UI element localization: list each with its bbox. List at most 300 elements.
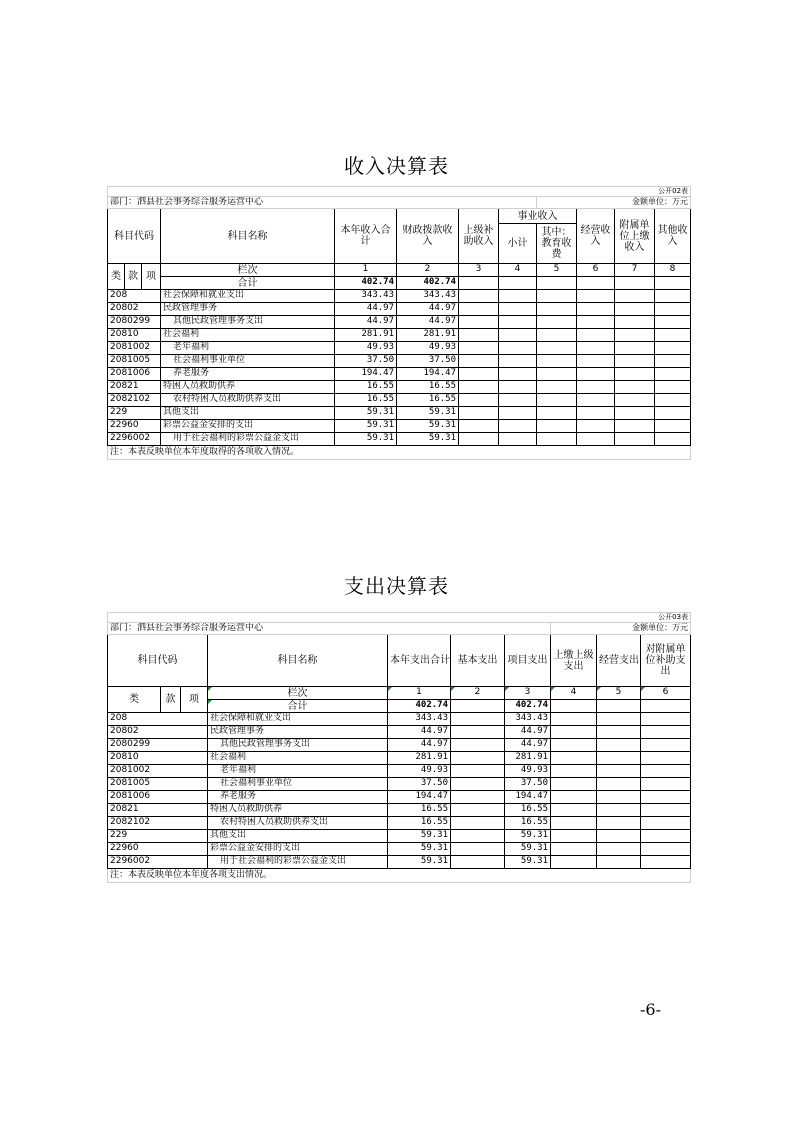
row-name: 用于社会福利的彩票公益金支出 [208, 856, 388, 869]
expense-hdr-lanci: 栏次 [208, 687, 388, 700]
row-empty [499, 407, 537, 420]
row-value: 44.97 [505, 739, 551, 752]
row-value: 37.50 [388, 778, 451, 791]
row-name: 特困人员救助供养 [161, 381, 335, 394]
row-empty [537, 433, 577, 446]
row-empty [459, 394, 499, 407]
row-empty [615, 316, 655, 329]
income-unit: 金额单位：万元 [537, 197, 691, 209]
row-empty [551, 778, 597, 791]
table-row [108, 856, 691, 869]
row-value: 59.31 [335, 407, 397, 420]
row-empty [451, 765, 505, 778]
income-hdr-xiang: 项 [142, 264, 161, 290]
row-value: 49.93 [388, 765, 451, 778]
income-table [107, 186, 691, 460]
row-value: 281.91 [335, 329, 397, 342]
income-colnum: 4 [499, 264, 537, 277]
row-empty [615, 433, 655, 446]
row-empty [551, 726, 597, 739]
row-empty [597, 830, 641, 843]
expense-total-1: 402.74 [388, 700, 451, 713]
row-empty [615, 420, 655, 433]
row-value: 59.31 [505, 830, 551, 843]
row-name: 农村特困人员救助供养支出 [161, 394, 335, 407]
row-value: 59.31 [397, 433, 459, 446]
table-row [108, 355, 691, 368]
row-empty [499, 394, 537, 407]
income-colnum: 8 [655, 264, 691, 277]
row-empty [451, 804, 505, 817]
expense-hdr-heji: 合计 [208, 700, 388, 713]
table-row [108, 420, 691, 433]
page-number: -6- [640, 1000, 661, 1019]
row-empty [597, 726, 641, 739]
row-value: 281.91 [505, 752, 551, 765]
row-value: 49.93 [335, 342, 397, 355]
row-empty [641, 830, 691, 843]
row-value: 16.55 [388, 804, 451, 817]
row-empty [451, 713, 505, 726]
income-dept: 部门：泗县社会事务综合服务运营中心 [108, 197, 537, 209]
row-value: 59.31 [388, 830, 451, 843]
row-empty [577, 329, 615, 342]
row-value: 59.31 [505, 856, 551, 869]
row-empty [597, 713, 641, 726]
row-name: 特困人员救助供养 [208, 804, 388, 817]
row-name: 民政管理事务 [161, 303, 335, 316]
row-empty [641, 791, 691, 804]
row-name: 用于社会福利的彩票公益金支出 [161, 433, 335, 446]
row-empty [451, 726, 505, 739]
row-value: 194.47 [397, 368, 459, 381]
row-empty [459, 381, 499, 394]
row-name: 民政管理事务 [208, 726, 388, 739]
expense-unit: 金额单位：万元 [551, 623, 691, 635]
table-row [108, 303, 691, 316]
row-code: 2080299 [108, 739, 208, 752]
table-row [108, 752, 691, 765]
row-empty [459, 433, 499, 446]
row-name: 其他民政管理事务支出 [161, 316, 335, 329]
expense-title: 支出决算表 [344, 574, 449, 598]
row-value: 343.43 [505, 713, 551, 726]
row-empty [615, 368, 655, 381]
row-empty [551, 843, 597, 856]
row-empty [551, 752, 597, 765]
row-empty [655, 290, 691, 303]
row-empty [459, 329, 499, 342]
row-value: 194.47 [388, 791, 451, 804]
row-empty [577, 407, 615, 420]
row-value: 49.93 [505, 765, 551, 778]
row-value: 281.91 [388, 752, 451, 765]
row-empty [459, 368, 499, 381]
expense-hdr-basic: 基本支出 [451, 635, 505, 687]
row-code: 2296002 [108, 433, 161, 446]
row-empty [499, 420, 537, 433]
row-name: 社会福利 [208, 752, 388, 765]
row-code: 2296002 [108, 856, 208, 869]
row-value: 16.55 [388, 817, 451, 830]
row-name: 社会福利 [161, 329, 335, 342]
income-hdr-career: 事业收入 [499, 209, 577, 224]
row-empty [499, 355, 537, 368]
table-row [108, 368, 691, 381]
row-empty [499, 329, 537, 342]
income-hdr-code: 科目代码 [108, 209, 161, 264]
row-value: 343.43 [335, 290, 397, 303]
row-code: 22960 [108, 420, 161, 433]
income-hdr-edu: 其中：教育收费 [537, 224, 577, 264]
row-code: 2081005 [108, 355, 161, 368]
row-code: 2081006 [108, 368, 161, 381]
row-code: 20802 [108, 303, 161, 316]
row-empty [577, 355, 615, 368]
row-empty [551, 856, 597, 869]
income-colnum: 3 [459, 264, 499, 277]
row-empty [459, 355, 499, 368]
row-name: 其他民政管理事务支出 [208, 739, 388, 752]
row-empty [577, 316, 615, 329]
row-empty [577, 420, 615, 433]
row-code: 20810 [108, 329, 161, 342]
expense-hdr-affiliated: 对附属单位补助支出 [641, 635, 691, 687]
table-row [108, 830, 691, 843]
row-empty [451, 856, 505, 869]
row-value: 16.55 [397, 381, 459, 394]
income-colnum: 6 [577, 264, 615, 277]
row-name: 社会保障和就业支出 [161, 290, 335, 303]
expense-hdr-kuan: 款 [161, 687, 181, 713]
income-hdr-affiliated: 附属单位上缴收入 [615, 209, 655, 264]
row-empty [537, 394, 577, 407]
row-empty [577, 290, 615, 303]
row-empty [641, 804, 691, 817]
expense-colnum: 5 [597, 687, 641, 700]
row-code: 22960 [108, 843, 208, 856]
income-title: 收入决算表 [344, 154, 449, 178]
row-empty [641, 726, 691, 739]
row-empty [551, 791, 597, 804]
row-name: 其他支出 [161, 407, 335, 420]
expense-colnum: 2 [451, 687, 505, 700]
row-value: 44.97 [335, 303, 397, 316]
income-hdr-kuan: 款 [125, 264, 142, 290]
row-value: 44.97 [335, 316, 397, 329]
row-value: 281.91 [397, 329, 459, 342]
row-empty [459, 290, 499, 303]
income-hdr-total: 本年收入合计 [335, 209, 397, 264]
income-total-1: 402.74 [335, 277, 397, 290]
row-empty [577, 368, 615, 381]
income-note: 注：本表反映单位本年度取得的各项收入情况。 [108, 446, 691, 460]
expense-dept: 部门：泗县社会事务综合服务运营中心 [108, 623, 551, 635]
row-name: 其他支出 [208, 830, 388, 843]
row-code: 2082102 [108, 394, 161, 407]
row-code: 2081002 [108, 765, 208, 778]
table-row [108, 817, 691, 830]
table-row [108, 765, 691, 778]
income-hdr-operating: 经营收入 [577, 209, 615, 264]
row-empty [551, 830, 597, 843]
row-empty [615, 381, 655, 394]
row-empty [597, 778, 641, 791]
row-name: 社会福利事业单位 [161, 355, 335, 368]
income-hdr-other: 其他收入 [655, 209, 691, 264]
row-code: 2081006 [108, 791, 208, 804]
row-value: 59.31 [397, 420, 459, 433]
row-empty [615, 407, 655, 420]
row-value: 44.97 [397, 303, 459, 316]
row-empty [577, 381, 615, 394]
row-name: 农村特困人员救助供养支出 [208, 817, 388, 830]
row-empty [451, 830, 505, 843]
row-value: 59.31 [397, 407, 459, 420]
row-value: 194.47 [505, 791, 551, 804]
row-empty [537, 368, 577, 381]
row-empty [641, 765, 691, 778]
table-row [108, 726, 691, 739]
row-empty [655, 355, 691, 368]
row-name: 养老服务 [161, 368, 335, 381]
row-empty [655, 329, 691, 342]
row-empty [499, 381, 537, 394]
row-empty [451, 817, 505, 830]
expense-colnum: 1 [388, 687, 451, 700]
row-empty [641, 817, 691, 830]
row-empty [655, 407, 691, 420]
row-empty [537, 316, 577, 329]
table-row [108, 407, 691, 420]
table-row [108, 804, 691, 817]
row-empty [615, 394, 655, 407]
row-empty [655, 394, 691, 407]
row-empty [459, 342, 499, 355]
income-colnum: 5 [537, 264, 577, 277]
row-empty [499, 303, 537, 316]
row-empty [577, 303, 615, 316]
row-empty [459, 316, 499, 329]
row-code: 2081005 [108, 778, 208, 791]
row-empty [577, 342, 615, 355]
row-value: 37.50 [397, 355, 459, 368]
row-empty [655, 316, 691, 329]
row-empty [615, 355, 655, 368]
row-value: 16.55 [505, 817, 551, 830]
income-hdr-upper: 上级补助收入 [459, 209, 499, 264]
row-empty [551, 817, 597, 830]
income-hdr-subtotal: 小计 [499, 224, 537, 264]
row-empty [537, 381, 577, 394]
income-colnum: 2 [397, 264, 459, 277]
row-empty [615, 303, 655, 316]
table-row [108, 394, 691, 407]
expense-hdr-project: 项目支出 [505, 635, 551, 687]
expense-note: 注：本表反映单位本年度各项支出情况。 [108, 869, 691, 883]
expense-table [107, 612, 691, 883]
row-code: 229 [108, 407, 161, 420]
row-empty [451, 752, 505, 765]
row-code: 2081002 [108, 342, 161, 355]
row-value: 49.93 [397, 342, 459, 355]
expense-colnum: 3 [505, 687, 551, 700]
row-name: 养老服务 [208, 791, 388, 804]
row-empty [597, 765, 641, 778]
row-empty [655, 433, 691, 446]
row-value: 16.55 [335, 381, 397, 394]
expense-hdr-xiang: 项 [181, 687, 208, 713]
expense-colnum: 4 [551, 687, 597, 700]
row-value: 59.31 [335, 420, 397, 433]
row-empty [537, 407, 577, 420]
row-empty [451, 739, 505, 752]
row-empty [655, 342, 691, 355]
row-empty [499, 290, 537, 303]
row-empty [551, 739, 597, 752]
row-value: 44.97 [388, 739, 451, 752]
row-code: 208 [108, 290, 161, 303]
row-empty [597, 817, 641, 830]
income-hdr-heji: 合计 [161, 277, 335, 290]
row-value: 37.50 [505, 778, 551, 791]
row-empty [551, 713, 597, 726]
row-empty [597, 843, 641, 856]
row-value: 59.31 [388, 856, 451, 869]
expense-hdr-upper: 上缴上级支出 [551, 635, 597, 687]
row-name: 老年福利 [208, 765, 388, 778]
row-empty [537, 290, 577, 303]
income-hdr-lanci: 栏次 [161, 264, 335, 277]
expense-colnum: 6 [641, 687, 691, 700]
table-row [108, 316, 691, 329]
row-code: 20810 [108, 752, 208, 765]
row-value: 59.31 [505, 843, 551, 856]
expense-hdr-name: 科目名称 [208, 635, 388, 687]
row-empty [597, 791, 641, 804]
row-empty [451, 791, 505, 804]
expense-hdr-total: 本年支出合计 [388, 635, 451, 687]
row-empty [655, 368, 691, 381]
row-value: 59.31 [388, 843, 451, 856]
income-form-no: 公开02表 [108, 187, 691, 197]
row-empty [641, 856, 691, 869]
row-empty [537, 342, 577, 355]
table-row [108, 290, 691, 303]
expense-hdr-code: 科目代码 [108, 635, 208, 687]
row-empty [499, 433, 537, 446]
table-row [108, 381, 691, 394]
table-row [108, 342, 691, 355]
row-name: 彩票公益金安排的支出 [161, 420, 335, 433]
row-name: 社会福利事业单位 [208, 778, 388, 791]
row-empty [641, 778, 691, 791]
row-empty [499, 368, 537, 381]
income-hdr-name: 科目名称 [161, 209, 335, 264]
row-empty [459, 407, 499, 420]
row-code: 2082102 [108, 817, 208, 830]
expense-total-3: 402.74 [505, 700, 551, 713]
row-empty [597, 804, 641, 817]
row-value: 16.55 [335, 394, 397, 407]
row-empty [597, 856, 641, 869]
row-empty [655, 420, 691, 433]
row-code: 2080299 [108, 316, 161, 329]
row-empty [459, 420, 499, 433]
row-code: 208 [108, 713, 208, 726]
row-empty [499, 316, 537, 329]
table-row [108, 329, 691, 342]
row-value: 343.43 [388, 713, 451, 726]
row-code: 20821 [108, 381, 161, 394]
row-value: 44.97 [388, 726, 451, 739]
row-value: 343.43 [397, 290, 459, 303]
income-hdr-fiscal: 财政拨款收入 [397, 209, 459, 264]
row-empty [551, 765, 597, 778]
row-code: 229 [108, 830, 208, 843]
row-empty [451, 843, 505, 856]
row-name: 社会保障和就业支出 [208, 713, 388, 726]
row-empty [641, 713, 691, 726]
row-name: 彩票公益金安排的支出 [208, 843, 388, 856]
table-row [108, 843, 691, 856]
row-value: 37.50 [335, 355, 397, 368]
row-empty [537, 303, 577, 316]
row-value: 16.55 [505, 804, 551, 817]
row-empty [615, 342, 655, 355]
row-empty [615, 290, 655, 303]
row-empty [537, 420, 577, 433]
row-empty [641, 843, 691, 856]
row-empty [577, 394, 615, 407]
row-empty [577, 433, 615, 446]
row-empty [597, 739, 641, 752]
row-empty [615, 329, 655, 342]
expense-hdr-operating: 经营支出 [597, 635, 641, 687]
table-row [108, 791, 691, 804]
row-empty [551, 804, 597, 817]
row-empty [655, 303, 691, 316]
row-empty [655, 381, 691, 394]
expense-form-no: 公开03表 [108, 613, 691, 623]
income-hdr-lei: 类 [108, 264, 125, 290]
row-value: 16.55 [397, 394, 459, 407]
row-value: 44.97 [397, 316, 459, 329]
row-code: 20802 [108, 726, 208, 739]
row-empty [459, 303, 499, 316]
row-empty [451, 778, 505, 791]
table-row [108, 778, 691, 791]
income-colnum: 7 [615, 264, 655, 277]
table-row [108, 713, 691, 726]
row-empty [641, 752, 691, 765]
row-value: 194.47 [335, 368, 397, 381]
table-row [108, 739, 691, 752]
income-total-2: 402.74 [397, 277, 459, 290]
row-empty [597, 752, 641, 765]
row-empty [641, 739, 691, 752]
row-value: 44.97 [505, 726, 551, 739]
row-value: 59.31 [335, 433, 397, 446]
row-empty [499, 342, 537, 355]
row-empty [537, 329, 577, 342]
income-colnum: 1 [335, 264, 397, 277]
table-row [108, 433, 691, 446]
row-code: 20821 [108, 804, 208, 817]
expense-hdr-lei: 类 [108, 687, 161, 713]
row-empty [537, 355, 577, 368]
row-name: 老年福利 [161, 342, 335, 355]
